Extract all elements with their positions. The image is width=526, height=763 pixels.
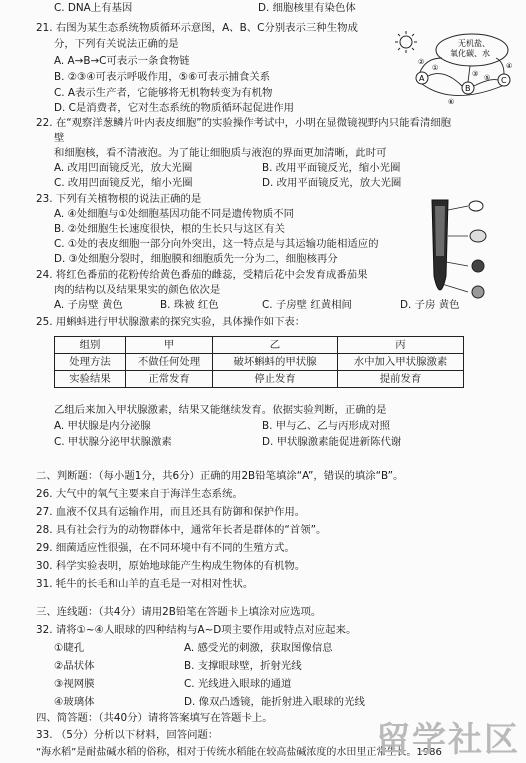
cell-3-icon [472, 260, 484, 272]
q23-option-c: C. ①处的表皮细胞一部分向外突出，这一特点是与其运输功能相适应的 [54, 238, 379, 250]
table-row [55, 354, 464, 371]
q24-stem: 24. 将红色番茄的花粉传给黄色番茄的雌蕊，受精后花中会发育成番茄果 [36, 269, 368, 281]
q20-option-d: D. 细胞核里有染色体 [258, 2, 356, 14]
q32-item-3: ③视网膜 [54, 678, 95, 690]
q22-option-d: D. 改用平面镜反光，放大光圈 [262, 177, 402, 189]
q21-option-a: A. A→B→C可表示一条食物链 [54, 55, 190, 67]
q24-stem-2: 肉的结构以及结果果实的颜色依次是 [54, 284, 221, 296]
experiment-table [54, 336, 464, 388]
q24-option-d: D. 子房 黄色 [400, 299, 460, 311]
cell-1-icon [469, 201, 483, 211]
watermark-logo: 留学社区 [376, 720, 520, 760]
q32-option-a: A. 感受光的刺激，获取图像信息 [184, 642, 333, 654]
table-header-row [55, 337, 464, 354]
q25-option-a: A. 甲状腺是内分泌腺 [54, 420, 151, 432]
q22-option-a: A. 改用凹面镜反光，放大光圈 [54, 162, 193, 174]
node-a-label: A [419, 74, 425, 83]
figure-label-top2: 氧化碳、水 [450, 49, 490, 58]
q30: 30. 科学实验表明，原始地球能产生构成生物体的有机物。 [36, 560, 306, 572]
q32-option-d: D. 像双凸透镜，能折射进入眼球的光线 [184, 696, 365, 708]
num-2: ② [418, 58, 425, 66]
q22-option-b: B. 改用平面镜反光，缩小光圈 [262, 162, 401, 174]
q32-option-b: B. 支撑眼球壁，折射光线 [184, 660, 302, 672]
table-header-cell: 乙 [213, 337, 338, 354]
q24-option-c: C. 子房壁 红黄相间 [262, 299, 352, 311]
table-cell: 提前发育 [338, 371, 464, 388]
q25-option-b: B. 甲与乙、乙与丙形成对照 [262, 420, 391, 432]
q21-stem-2: 分，下列有关说法正确的是 [54, 38, 179, 50]
q32-item-4: ④玻璃体 [54, 696, 95, 708]
q24-option-a: A. 子房壁 黄色 [54, 299, 123, 311]
root-inner [435, 206, 445, 256]
q21-option-c: C. A表示生产者，它能够将无机物转变为有机物 [54, 87, 273, 99]
table-cell: 实验结果 [55, 371, 126, 388]
node-b-label: B [465, 84, 471, 93]
q21-option-d: D. C是消费者，它对生态系统的物质循环起促进作用 [54, 102, 295, 114]
q20-option-c: C. DNA上有基因 [54, 2, 133, 14]
q23-option-b: B. ②处细胞生长速度很快，根的生长只与这区有关 [54, 223, 285, 235]
q33-stem: 33. （5分）分析以下材料，回答问题： [36, 729, 219, 741]
q22-stem-2: 和细胞核，看不清液泡。为了能让细胞质与液泡的界面更加清晰，此时可 [54, 147, 387, 159]
q23-option-d: D. ③处细胞分裂时，细胞膜和细胞质先一分为二，细胞核再分 [54, 253, 338, 265]
q32-item-1: ①睫孔 [54, 642, 85, 654]
table-header-cell: 甲 [126, 337, 213, 354]
q32-option-c: C. 光线进入眼球的通道 [184, 678, 292, 690]
q22-stem-wrap: 壁 [54, 132, 65, 144]
num-4: ④ [506, 62, 513, 70]
table-cell: 破坏蝌蚪的甲状腺 [213, 354, 338, 371]
section-2-heading: 二、判断题：（每小题1分，共6分）正确的用2B铅笔填涂“A”，错误的填涂“B”。 [36, 470, 404, 482]
root-tip-figure [416, 196, 512, 316]
num-5: ⑤ [484, 74, 491, 82]
q23-option-a: A. ④处细胞与①处细胞基因功能不同是遗传物质不同 [54, 208, 294, 220]
q23-stem: 23. 下列有关植物根的说法正确的是 [36, 193, 202, 205]
q28: 28. 具有社会行为的动物群体中，通常年长者是群体的“首领”。 [36, 524, 327, 536]
table-cell: 处理方法 [55, 354, 126, 371]
ecosystem-cycle-figure [392, 28, 524, 110]
table-cell: 正常发育 [126, 371, 213, 388]
q22-option-c: C. 改用凹面镜反光，缩小光圈 [54, 177, 193, 189]
table-header-cell: 组别 [55, 337, 126, 354]
sun-icon [395, 31, 417, 53]
node-c-label: C [501, 76, 507, 85]
q32-stem: 32. 请将①~④人眼球的四种结构与A~D项主要作用或特点对应起来。 [36, 624, 357, 636]
table-cell: 不做任何处理 [126, 354, 213, 371]
q21-option-b: B. ②③④可表示呼吸作用，⑤⑥可表示捕食关系 [54, 71, 271, 83]
q32-item-2: ②晶状体 [54, 660, 95, 672]
table-cell: 停止发育 [213, 371, 338, 388]
q24-option-b: B. 珠被 红色 [160, 299, 219, 311]
table-row [55, 371, 464, 388]
q25-option-d: D. 甲状腺激素能促进新陈代谢 [262, 436, 402, 448]
q26: 26. 大气中的氧气主要来自于海洋生态系统。 [36, 488, 243, 500]
q31: 31. 牦牛的长毛和山羊的直毛是一对相对性状。 [36, 578, 254, 590]
q22-stem: 22. 在“观察洋葱鳞片叶内表皮细胞”的实验操作考试中，小明在显微镜视野内只能看清细胞 [36, 117, 452, 129]
q33-material: “海水稻”是耐盐碱水稻的俗称，相对于传统水稻能在较高盐碱浓度的水田里正常生长。1986 [36, 747, 442, 758]
figure-label-top: 无机盐、 [458, 39, 490, 48]
q29: 29. 细菌适应性很强，在不同环境中有不同的生殖方式。 [36, 542, 295, 554]
q25-option-c: C. 甲状腺分泌甲状腺激素 [54, 436, 172, 448]
q27: 27. 血液不仅具有运输作用，而且还具有防御和保护作用。 [36, 506, 306, 518]
section-3-heading: 三、连线题：（共4分）请用2B铅笔在答题卡上填涂对应选项。 [36, 606, 322, 618]
q25-stem-2: 乙组后来加入甲状腺激素，结果又能继续发育。依据实验判断，正确的是 [54, 404, 387, 416]
num-1: ① [432, 64, 439, 72]
cell-4-icon [472, 286, 484, 298]
q21-stem: 21. 右图为某生态系统物质循环示意图，A、B、C分别表示三种生物成 [36, 22, 358, 34]
table-header-cell: 丙 [338, 337, 464, 354]
num-3: ③ [472, 70, 479, 78]
cell-2-icon [470, 230, 486, 242]
num-6: ⑥ [448, 98, 455, 106]
q25-stem: 25. 用蝌蚪进行甲状腺激素的探究实验，具体操作如下表： [36, 316, 306, 328]
table-cell: 水中加入甲状腺激素 [338, 354, 464, 371]
section-4-heading: 四、简答题：（共40分）请将答案填写在答题卡上。 [36, 712, 273, 724]
